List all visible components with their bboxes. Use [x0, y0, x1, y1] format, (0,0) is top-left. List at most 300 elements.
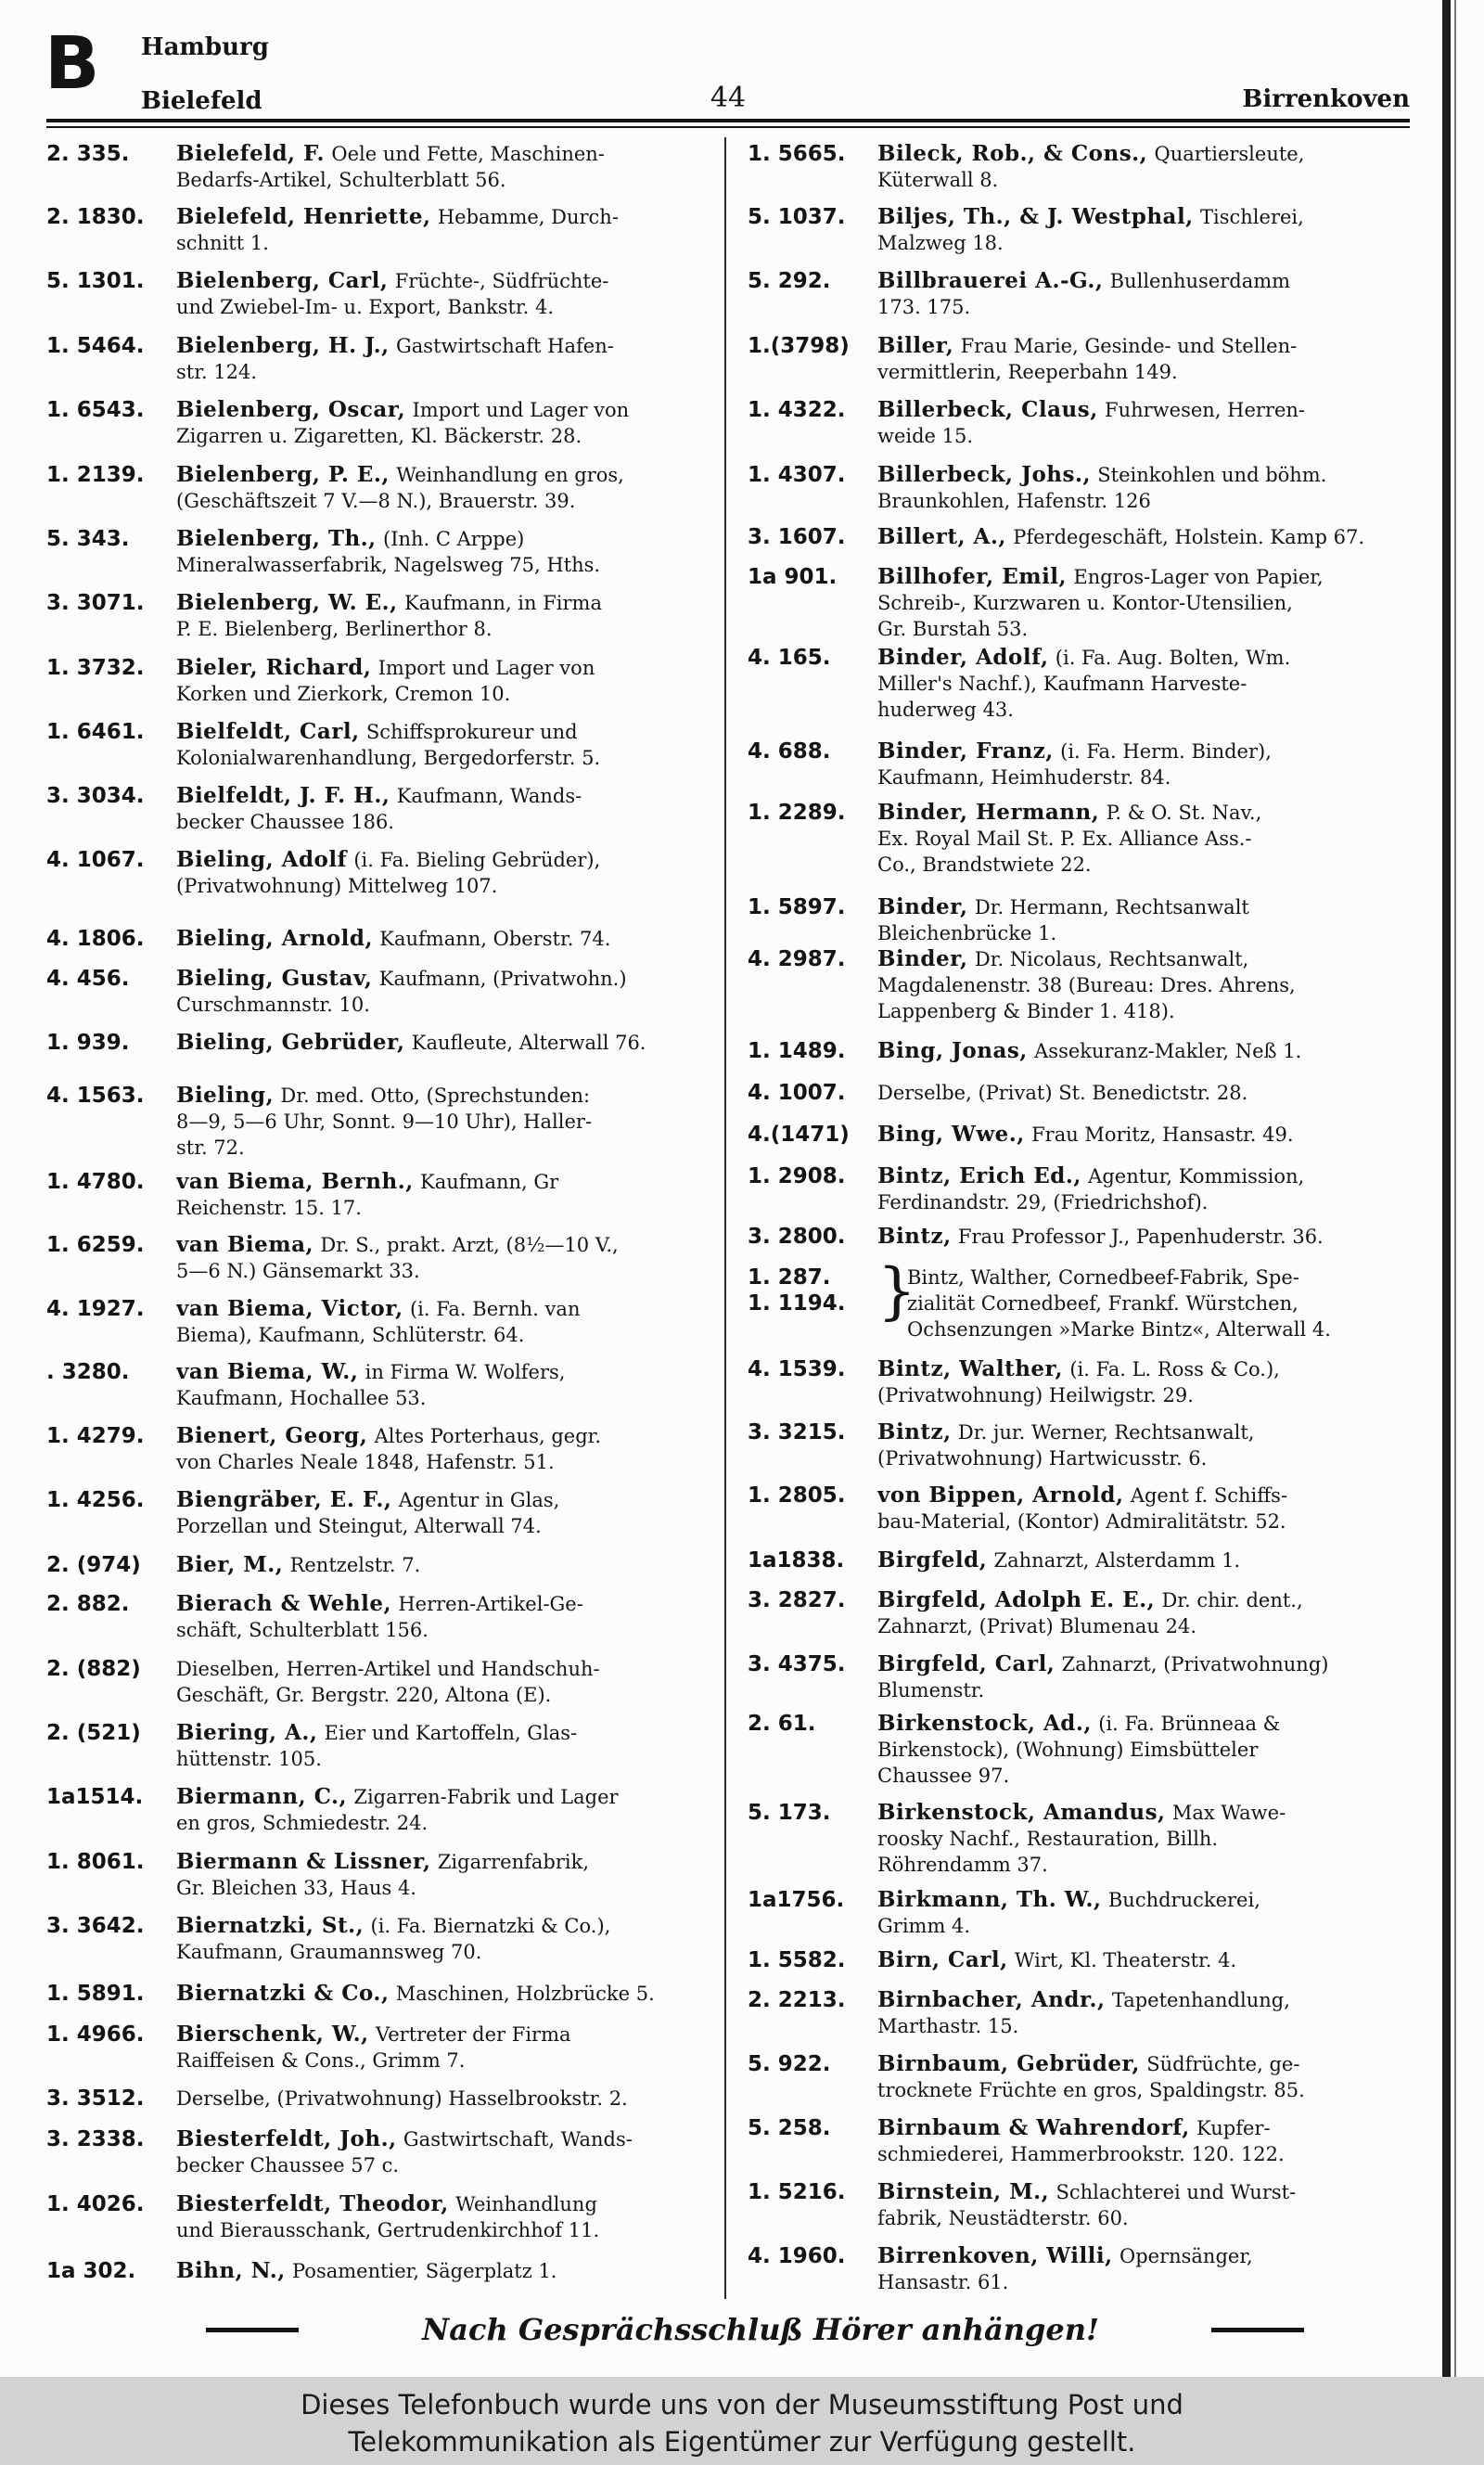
entry-continuation: roosky Nachf., Restauration, Billh.	[877, 1828, 1219, 1850]
entry-name: Biesterfeldt, Theodor,	[176, 2191, 449, 2216]
phone-number: 1a 901.	[748, 565, 838, 589]
brace-entry-line: Ochsenzungen »Marke Bintz«, Alterwall 4.	[907, 1318, 1331, 1341]
phone-number: 1. 2908.	[748, 1164, 846, 1188]
brace-entry-numbers	[748, 1265, 877, 1316]
entry-first-line	[46, 2022, 737, 2048]
directory-entry	[748, 268, 1434, 320]
entry-continuation: Zahnarzt, (Privat) Blumenau 24.	[877, 1615, 1196, 1637]
entry-text	[877, 1947, 1434, 1973]
directory-entry	[46, 719, 737, 771]
directory-entry	[46, 141, 737, 193]
directory-entry	[46, 1487, 737, 1539]
entry-text	[877, 946, 1434, 972]
entry-text	[176, 2086, 737, 2112]
entry-details: P. & O. St. Nav.,	[1106, 802, 1262, 824]
entry-name: Bieler, Richard,	[176, 655, 372, 680]
entry-name: Biermann, C.,	[176, 1784, 348, 1809]
entry-details: Eier und Kartoffeln, Glas-	[324, 1722, 578, 1744]
entry-first-line	[46, 2258, 737, 2284]
directory-entry	[748, 1987, 1434, 2039]
entry-continuation: Bleichenbrücke 1.	[877, 922, 1057, 944]
phone-number: 3. 3512.	[46, 2086, 145, 2111]
directory-entry	[46, 333, 737, 385]
directory-entry	[748, 204, 1434, 256]
entry-continuation: en gros, Schmiedestr. 24.	[176, 1812, 429, 1834]
entry-first-line	[748, 1356, 1434, 1382]
directory-entry	[748, 141, 1434, 193]
entry-details: Maschinen, Holzbrücke 5.	[395, 1983, 655, 2005]
entry-text	[176, 655, 737, 681]
directory-entry	[46, 1591, 737, 1643]
entry-details: Frau Moritz, Hansastr. 49.	[1031, 1123, 1294, 1146]
entry-details: Gastwirtschaft, Wands-	[403, 2128, 633, 2150]
entry-details: Opernsänger,	[1119, 2245, 1253, 2267]
entry-first-line	[748, 1947, 1434, 1973]
phone-number: 3. 4375.	[748, 1652, 846, 1676]
entry-name: Bielenberg, Oscar,	[176, 397, 406, 422]
entry-text	[877, 141, 1434, 167]
entry-name: Bieling, Adolf	[176, 847, 348, 872]
entry-details: Bullenhuserdamm	[1109, 270, 1291, 292]
entry-first-line	[748, 1122, 1434, 1148]
directory-entry	[46, 2086, 737, 2112]
entry-text	[877, 1038, 1434, 1064]
entry-text	[877, 894, 1434, 920]
entry-first-line	[46, 526, 737, 552]
entry-details: (i. Fa. L. Ross & Co.),	[1069, 1358, 1280, 1380]
entry-name: Bieling, Arnold,	[176, 926, 373, 951]
entry-continuation: Röhrendamm 37.	[877, 1854, 1048, 1876]
entry-name: Binder,	[877, 894, 968, 919]
directory-entry	[46, 1656, 737, 1708]
directory-entry	[748, 1163, 1434, 1215]
phone-number: 1. 4966.	[46, 2022, 145, 2047]
phone-number: 1. 4307.	[748, 463, 846, 487]
phone-number: 5. 922.	[748, 2052, 831, 2076]
entry-text	[877, 1987, 1434, 2013]
entry-text	[877, 268, 1434, 294]
phone-number: 1a1838.	[748, 1548, 845, 1573]
entry-name: Bielfeldt, J. F. H.,	[176, 783, 390, 808]
entry-continuation: Kolonialwarenhandlung, Bergedorferstr. 5.	[176, 747, 601, 769]
footer-rule-right	[1211, 2328, 1304, 2332]
phone-number: 3. 3071.	[46, 591, 145, 615]
entry-name: Billbrauerei A.-G.,	[877, 268, 1104, 293]
phone-number: 1a1756.	[748, 1888, 845, 1912]
entry-text	[877, 1547, 1434, 1573]
entry-details: Posamentier, Sägerplatz 1.	[292, 2260, 557, 2282]
entry-continuation: fabrik, Neustädterstr. 60.	[877, 2207, 1129, 2229]
entry-details: Weinhandlung en gros,	[396, 464, 624, 486]
entry-continuation: 8—9, 5—6 Uhr, Sonnt. 9—10 Uhr), Haller-	[176, 1111, 593, 1133]
entry-text	[877, 1122, 1434, 1148]
entry-name: Bielenberg, P. E.,	[176, 462, 390, 487]
entry-name: Bing, Wwe.,	[877, 1122, 1025, 1147]
entry-first-line	[46, 966, 737, 992]
entry-first-line	[46, 847, 737, 873]
brace-entry-line: Bintz, Walther, Cornedbeef-Fabrik, Spe-	[907, 1266, 1299, 1289]
entry-text	[877, 462, 1434, 488]
entry-details: Steinkohlen und böhm.	[1097, 464, 1327, 486]
entry-details: Kaufmann, Gr	[420, 1171, 559, 1193]
entry-text	[176, 2126, 737, 2152]
entry-first-line	[748, 141, 1434, 167]
entry-continuation: Gr. Bleichen 33, Haus 4.	[176, 1877, 416, 1899]
entry-first-line	[748, 1800, 1434, 1826]
entry-name: Bing, Jonas,	[877, 1038, 1028, 1063]
entry-first-line	[46, 926, 737, 952]
entry-name: Bielefeld, Henriette,	[176, 204, 431, 229]
entry-continuation: und Zwiebel-Im- u. Export, Bankstr. 4.	[176, 296, 555, 318]
directory-entry	[748, 2051, 1434, 2103]
entry-continuation: Co., Brandstwiete 22.	[877, 854, 1092, 876]
entry-name: Bintz, Walther,	[877, 1356, 1064, 1381]
phone-number: 2. (521)	[46, 1721, 141, 1745]
entry-first-line	[46, 1487, 737, 1513]
entry-first-line	[748, 1038, 1434, 1064]
entry-details: Agentur, Kommission,	[1088, 1165, 1305, 1188]
entry-text	[877, 645, 1434, 671]
entry-continuation: Magdalenenstr. 38 (Bureau: Dres. Ahrens,	[877, 974, 1296, 996]
entry-name: Binder, Adolf,	[877, 645, 1049, 670]
entry-continuation: Ex. Royal Mail St. P. Ex. Alliance Ass.-	[877, 828, 1252, 850]
entry-name: Bierach & Wehle,	[176, 1591, 392, 1616]
entry-details: Weinhandlung	[455, 2193, 597, 2215]
entry-details: Schlachterei und Wurst-	[1055, 2181, 1297, 2203]
page-edge-line	[1454, 0, 1456, 2377]
entry-text	[877, 2051, 1434, 2077]
entry-name: van Biema,	[176, 1232, 314, 1257]
brace-entry-number: 1. 287.	[748, 1265, 831, 1290]
entry-text	[877, 333, 1434, 359]
entry-details: Dr. chir. dent.,	[1161, 1589, 1303, 1611]
phone-number: 3. 1607.	[748, 525, 846, 549]
entry-details: (i. Fa. Herm. Binder),	[1060, 740, 1272, 763]
directory-entry	[46, 397, 737, 449]
entry-text	[877, 1224, 1434, 1250]
entry-first-line	[46, 1784, 737, 1810]
entry-text	[877, 1483, 1434, 1509]
entry-first-line	[748, 1483, 1434, 1509]
phone-number: 1. 5891.	[46, 1982, 145, 2006]
entry-name: Bielenberg, Th.,	[176, 526, 377, 551]
footer-note: Nach Gesprächsschluß Hörer anhängen!	[421, 2312, 1100, 2347]
entry-text	[176, 268, 737, 294]
entry-name: Biljes, Th., & J. Westphal,	[877, 204, 1194, 229]
directory-entry	[748, 524, 1434, 550]
entry-name: Bielefeld, F.	[176, 141, 326, 166]
directory-entry	[748, 397, 1434, 449]
entry-continuation: P. E. Bielenberg, Berlinerthor 8.	[176, 618, 493, 640]
entry-name: Bintz,	[877, 1419, 952, 1444]
entry-first-line	[46, 1913, 737, 1939]
entry-text	[877, 1080, 1434, 1106]
entry-details: Import und Lager von	[412, 399, 630, 421]
directory-entry	[46, 1296, 737, 1348]
entry-details: Schiffsprokureur und	[365, 721, 578, 743]
entry-text	[877, 524, 1434, 550]
phone-number: 5. 292.	[748, 269, 831, 293]
page-edge-bar	[1442, 0, 1451, 2377]
entry-first-line	[46, 268, 737, 294]
entry-text	[877, 2243, 1434, 2269]
entry-continuation: vermittlerin, Reeperbahn 149.	[877, 361, 1178, 383]
phone-number: 4. 688.	[748, 739, 831, 764]
entry-continuation: 173. 175.	[877, 296, 971, 318]
section-letter: B	[45, 22, 100, 106]
entry-name: van Biema, Bernh.,	[176, 1169, 414, 1194]
entry-details: Kaufmann, (Privatwohn.)	[378, 968, 627, 990]
entry-name: Bielenberg, Carl,	[176, 268, 389, 293]
entry-name: Bieling, Gustav,	[176, 966, 373, 991]
entry-text	[877, 738, 1434, 764]
entry-details: Tischlerei,	[1200, 206, 1304, 228]
entry-details: Frau Professor J., Papenhuderstr. 36.	[957, 1226, 1324, 1248]
entry-first-line	[748, 1547, 1434, 1573]
directory-entry	[748, 564, 1434, 642]
directory-entry	[46, 966, 737, 1018]
entry-continuation: Mineralwasserfabrik, Nagelsweg 75, Hths.	[176, 554, 601, 576]
entry-name: Bieling,	[176, 1083, 275, 1108]
entry-continuation: schmiederei, Hammerbrookstr. 120. 122.	[877, 2143, 1285, 2165]
entry-name: Birnbaum & Wahrendorf,	[877, 2115, 1190, 2140]
phone-number: 3. 2800.	[748, 1225, 846, 1249]
entry-first-line	[46, 204, 737, 230]
entry-first-line	[46, 1232, 737, 1258]
entry-first-line	[46, 1030, 737, 1056]
directory-entry	[748, 738, 1434, 790]
entry-first-line	[46, 1296, 737, 1322]
entry-text	[176, 1656, 737, 1682]
entry-details: Kaufmann, in Firma	[403, 592, 602, 614]
entry-continuation: 5—6 N.) Gänsemarkt 33.	[176, 1260, 420, 1282]
entry-text	[176, 926, 737, 952]
entry-name: Birkenstock, Ad.,	[877, 1711, 1092, 1736]
entry-continuation: Kaufmann, Graumannsweg 70.	[176, 1941, 482, 1963]
phone-number: 4. 1007.	[748, 1081, 846, 1105]
entry-text	[176, 1359, 737, 1385]
phone-number: 1. 4322.	[748, 398, 846, 422]
entry-first-line	[46, 2086, 737, 2112]
entry-text	[176, 1083, 737, 1109]
phone-number: 4. 1539.	[748, 1357, 846, 1381]
phone-number: 4. 165.	[748, 646, 831, 670]
brace-entry-text	[907, 1265, 1434, 1342]
entry-continuation: Kaufmann, Hochallee 53.	[176, 1387, 427, 1409]
directory-entry	[46, 926, 737, 952]
entry-details: Dr. jur. Werner, Rechtsanwalt,	[957, 1421, 1255, 1444]
entry-text	[176, 2258, 737, 2284]
entry-first-line	[748, 1651, 1434, 1677]
entry-details: Kaufmann, Oberstr. 74.	[379, 928, 611, 950]
entry-continuation: Küterwall 8.	[877, 169, 999, 191]
entry-continuation: Raiffeisen & Cons., Grimm 7.	[176, 2049, 466, 2072]
directory-entry	[748, 1356, 1434, 1408]
entry-details: (i. Fa. Aug. Bolten, Wm.	[1055, 647, 1291, 669]
entry-first-line	[748, 1080, 1434, 1106]
entry-continuation: und Bierausschank, Gertrudenkirchhof 11.	[176, 2219, 600, 2241]
entry-name: Billert, A.,	[877, 524, 1006, 549]
entry-name: Birgfeld, Adolph E. E.,	[877, 1587, 1156, 1612]
phone-number: 5. 1301.	[46, 269, 145, 293]
phone-number: 1. 2289.	[748, 801, 846, 825]
entry-first-line	[748, 2243, 1434, 2269]
entry-first-line	[748, 333, 1434, 359]
entry-first-line	[748, 462, 1434, 488]
entry-details: Derselbe, (Privat) St. Benedictstr. 28.	[877, 1082, 1248, 1104]
phone-number: 2. (882)	[46, 1657, 141, 1681]
entry-text	[877, 2179, 1434, 2205]
entry-text	[176, 847, 737, 873]
entry-name: Bintz, Erich Ed.,	[877, 1163, 1081, 1188]
brace-entry-line: zialität Cornedbeef, Frankf. Würstchen,	[907, 1292, 1298, 1315]
directory-entry	[748, 2179, 1434, 2231]
entry-first-line	[46, 2191, 737, 2217]
header-last-entry: Birrenkoven	[1242, 85, 1410, 113]
phone-number: 1. 5665.	[748, 142, 846, 166]
entry-details: Agentur in Glas,	[398, 1489, 560, 1511]
directory-entry	[46, 1030, 737, 1056]
entry-first-line	[748, 1987, 1434, 2013]
entry-text	[176, 966, 737, 992]
entry-details: (i. Fa. Bieling Gebrüder),	[353, 849, 601, 871]
entry-first-line	[46, 655, 737, 681]
entry-name: Biesterfeldt, Joh.,	[176, 2126, 397, 2151]
entry-continuation: Miller's Nachf.), Kaufmann Harveste-	[877, 673, 1247, 695]
entry-name: Birnstein, M.,	[877, 2179, 1050, 2204]
directory-entry	[46, 1423, 737, 1475]
entry-name: Binder, Franz,	[877, 738, 1054, 764]
entry-name: Biermann & Lissner,	[176, 1849, 431, 1874]
directory-entry	[748, 1038, 1434, 1064]
entry-first-line	[46, 1720, 737, 1746]
entry-text	[176, 1169, 737, 1195]
directory-entry	[748, 1483, 1434, 1534]
entry-text	[176, 1981, 737, 2007]
entry-text	[877, 1711, 1434, 1737]
entry-details: Rentzelstr. 7.	[289, 1554, 421, 1576]
entry-first-line	[46, 1359, 737, 1385]
entry-continuation: (Privatwohnung) Hartwicusstr. 6.	[877, 1447, 1208, 1470]
entry-text	[176, 1552, 737, 1578]
entry-name: Billhofer, Emil,	[877, 564, 1068, 589]
entry-name: Biller,	[877, 333, 954, 358]
header-rule-thick	[46, 119, 1410, 122]
entry-continuation: Grimm 4.	[877, 1915, 971, 1937]
entry-continuation: str. 124.	[176, 361, 258, 383]
phone-number: 3. 3215.	[748, 1420, 846, 1444]
entry-first-line	[748, 1587, 1434, 1613]
entry-name: van Biema, W.,	[176, 1359, 359, 1384]
directory-entry	[748, 462, 1434, 514]
directory-entry	[46, 204, 737, 256]
entry-first-line	[748, 946, 1434, 972]
entry-continuation: Zigarren u. Zigaretten, Kl. Bäckerstr. 28.	[176, 425, 582, 447]
phone-number: 1. 4279.	[46, 1424, 145, 1448]
directory-entry	[748, 1711, 1434, 1789]
entry-continuation: Marthastr. 15.	[877, 2015, 1019, 2037]
entry-details: Kaufleute, Alterwall 76.	[411, 1032, 646, 1054]
directory-entry	[748, 1587, 1434, 1639]
entry-details: Gastwirtschaft Hafen-	[396, 335, 614, 357]
entry-text	[176, 204, 737, 230]
entry-continuation: Birkenstock), (Wohnung) Eimsbütteler	[877, 1739, 1259, 1761]
phone-number: 1. 4256.	[46, 1488, 145, 1512]
entry-continuation: Chaussee 97.	[877, 1765, 1010, 1787]
page-number: 44	[710, 82, 747, 114]
phone-number: 1. 939.	[46, 1031, 130, 1055]
directory-entry	[46, 2191, 737, 2243]
credit-line: Telekommunikation als Eigentümer zur Verfügung gestellt.	[348, 2426, 1136, 2458]
entry-first-line	[46, 1849, 737, 1875]
phone-number: 5. 173.	[748, 1801, 831, 1825]
entry-first-line	[748, 2179, 1434, 2205]
entry-text	[176, 1487, 737, 1513]
entry-name: Bielenberg, W. E.,	[176, 590, 398, 615]
directory-entry	[46, 1913, 737, 1965]
phone-number: 1. 3732.	[46, 656, 145, 680]
entry-details: Dr. Hermann, Rechtsanwalt	[974, 896, 1249, 918]
phone-number: 1. 4780.	[46, 1170, 145, 1194]
entry-details: Hebamme, Durch-	[437, 206, 619, 228]
entry-details: Dr. med. Otto, (Sprechstunden:	[280, 1085, 591, 1107]
directory-entry	[748, 1947, 1434, 1973]
phone-number: 4. 1563.	[46, 1084, 145, 1108]
entry-details: Oele und Fette, Maschinen-	[331, 143, 605, 165]
brace-entry-number: 1. 1194.	[748, 1291, 846, 1316]
directory-entry	[748, 2243, 1434, 2295]
entry-text	[176, 1913, 737, 1939]
phone-number: 1. 2139.	[46, 463, 145, 487]
directory-entry	[46, 847, 737, 899]
phone-number: 1a 302.	[46, 2259, 136, 2283]
entry-details: Zahnarzt, (Privatwohnung)	[1061, 1653, 1329, 1675]
phone-number: 1. 5582.	[748, 1948, 846, 1972]
entry-name: Binder, Hermann,	[877, 800, 1100, 825]
entry-details: Altes Porterhaus, gegr.	[374, 1425, 602, 1447]
phone-number: 2. (974)	[46, 1553, 141, 1577]
entry-details: Pferdegeschäft, Holstein. Kamp 67.	[1013, 526, 1365, 548]
entry-continuation: Kaufmann, Heimhuderstr. 84.	[877, 766, 1171, 789]
directory-entry	[748, 800, 1434, 878]
entry-details: Zigarrenfabrik,	[437, 1851, 590, 1873]
entry-continuation: (Privatwohnung) Mittelweg 107.	[176, 875, 498, 897]
phone-number: 5. 1037.	[748, 205, 846, 229]
entry-name: Bier, M.,	[176, 1552, 284, 1577]
entry-continuation: schnitt 1.	[176, 232, 269, 254]
entry-name: Birkmann, Th. W.,	[877, 1887, 1102, 1912]
entry-details: (i. Fa. Brünneaa &	[1098, 1713, 1281, 1735]
entry-details: (i. Fa. Biernatzki & Co.),	[370, 1915, 611, 1937]
directory-entry	[748, 1080, 1434, 1106]
entry-first-line	[748, 2051, 1434, 2077]
entry-details: Früchte-, Südfrüchte-	[394, 270, 609, 292]
header-rule-thin	[46, 126, 1410, 128]
entry-continuation: Schreib-, Kurzwaren u. Kontor-Utensilien,	[877, 592, 1293, 614]
entry-first-line	[748, 738, 1434, 764]
entry-first-line	[748, 204, 1434, 230]
entry-name: Bierschenk, W.,	[176, 2022, 369, 2047]
credit-line: Dieses Telefonbuch wurde uns von der Museumsstiftung Post und	[301, 2389, 1183, 2420]
entry-name: Birrenkoven, Willi,	[877, 2243, 1113, 2268]
entry-text	[877, 397, 1434, 423]
phone-number: 4. 1927.	[46, 1297, 145, 1321]
entry-text	[176, 462, 737, 488]
directory-entry	[748, 1887, 1434, 1939]
entry-continuation: bau-Material, (Kontor) Admiralitätstr. 52.	[877, 1510, 1286, 1533]
entry-first-line	[748, 1163, 1434, 1189]
directory-entry	[748, 2115, 1434, 2167]
